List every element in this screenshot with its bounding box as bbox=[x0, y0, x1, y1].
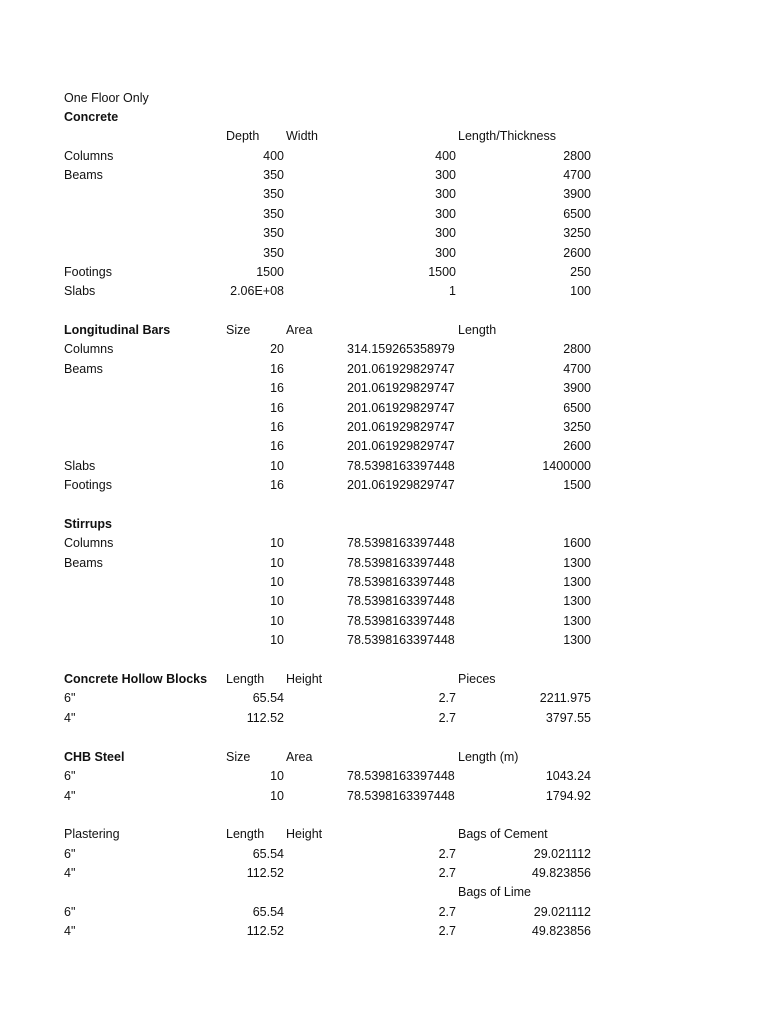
cell-value: 350 bbox=[263, 207, 284, 221]
table-row bbox=[0, 845, 768, 864]
cell-value: 16 bbox=[270, 439, 284, 453]
cell-value: 3900 bbox=[563, 381, 591, 395]
table-row bbox=[0, 534, 768, 553]
column-header: Height bbox=[286, 827, 323, 841]
cell-value: 78.5398163397448 bbox=[347, 633, 455, 647]
cell-value: 49.823856 bbox=[531, 866, 591, 880]
table-row bbox=[0, 612, 768, 631]
cell-value: 2211.975 bbox=[539, 691, 591, 705]
plastering-header-row bbox=[0, 825, 768, 844]
cell-value: 300 bbox=[435, 207, 456, 221]
section-heading: Concrete Hollow Blocks bbox=[64, 672, 208, 686]
cell-value: 10 bbox=[270, 614, 284, 628]
cell-value: 1300 bbox=[563, 614, 591, 628]
cell-value: 201.061929829747 bbox=[347, 420, 455, 434]
table-row bbox=[0, 147, 768, 166]
cell-value: 78.5398163397448 bbox=[347, 789, 455, 803]
cell-value: 20 bbox=[270, 342, 284, 356]
cell-value: 2.7 bbox=[438, 847, 456, 861]
row-label: Footings bbox=[64, 265, 112, 279]
cell-value: 3250 bbox=[563, 420, 591, 434]
table-row bbox=[0, 166, 768, 185]
cell-value: 1300 bbox=[563, 594, 591, 608]
cell-value: 300 bbox=[435, 187, 456, 201]
cell-value: 78.5398163397448 bbox=[347, 556, 455, 570]
table-row bbox=[0, 631, 768, 650]
cell-value: 350 bbox=[263, 246, 284, 260]
cell-value: 201.061929829747 bbox=[347, 362, 455, 376]
cell-value: 1500 bbox=[428, 265, 456, 279]
cell-value: 78.5398163397448 bbox=[347, 575, 455, 589]
cell-value: 2800 bbox=[563, 149, 591, 163]
row-label: Columns bbox=[64, 342, 114, 356]
cell-value: 10 bbox=[270, 769, 284, 783]
cell-value: 10 bbox=[270, 575, 284, 589]
cell-value: 3250 bbox=[563, 226, 591, 240]
cell-value: 300 bbox=[435, 226, 456, 240]
section-heading: Plastering bbox=[64, 827, 120, 841]
cell-value: 29.021112 bbox=[533, 905, 591, 919]
section-heading: CHB Steel bbox=[64, 750, 125, 764]
table-row bbox=[0, 903, 768, 922]
column-header: Size bbox=[226, 323, 251, 337]
row-label: 4" bbox=[64, 866, 76, 880]
cell-value: 10 bbox=[270, 789, 284, 803]
row-label: Beams bbox=[64, 168, 103, 182]
table-row bbox=[0, 787, 768, 806]
table-row bbox=[0, 282, 768, 301]
table-row bbox=[0, 922, 768, 941]
title-row bbox=[0, 89, 768, 108]
cell-value: 1794.92 bbox=[545, 789, 591, 803]
cell-value: 400 bbox=[435, 149, 456, 163]
cell-value: 314.159265358979 bbox=[347, 342, 455, 356]
column-header: Area bbox=[286, 323, 313, 337]
section-heading: Longitudinal Bars bbox=[64, 323, 171, 337]
row-label: Beams bbox=[64, 556, 103, 570]
table-row bbox=[0, 244, 768, 263]
column-header: Pieces bbox=[458, 672, 496, 686]
section-heading: Stirrups bbox=[64, 517, 112, 531]
cell-value: 350 bbox=[263, 226, 284, 240]
cell-value: 10 bbox=[270, 633, 284, 647]
stirrups-heading-row bbox=[0, 515, 768, 534]
table-row bbox=[0, 767, 768, 786]
cell-value: 112.52 bbox=[246, 711, 284, 725]
cell-value: 2.7 bbox=[438, 866, 456, 880]
column-header: Bags of Cement bbox=[458, 827, 548, 841]
table-row bbox=[0, 689, 768, 708]
cell-value: 10 bbox=[270, 594, 284, 608]
table-row bbox=[0, 418, 768, 437]
column-header: Bags of Lime bbox=[458, 885, 531, 899]
lime-header-row bbox=[0, 883, 768, 902]
table-row bbox=[0, 205, 768, 224]
cell-value: 201.061929829747 bbox=[347, 401, 455, 415]
cell-value: 350 bbox=[263, 187, 284, 201]
cell-value: 1300 bbox=[563, 575, 591, 589]
cell-value: 16 bbox=[270, 478, 284, 492]
cell-value: 2.06E+08 bbox=[230, 284, 284, 298]
row-label: Slabs bbox=[64, 459, 96, 473]
column-header: Area bbox=[286, 750, 313, 764]
cell-value: 29.021112 bbox=[533, 847, 591, 861]
row-label: Slabs bbox=[64, 284, 96, 298]
table-row bbox=[0, 437, 768, 456]
column-header: Length bbox=[226, 672, 265, 686]
table-row bbox=[0, 340, 768, 359]
cell-value: 2.7 bbox=[438, 691, 456, 705]
cell-value: 1300 bbox=[563, 633, 591, 647]
table-row bbox=[0, 185, 768, 204]
longitudinal-header-row bbox=[0, 321, 768, 340]
cell-value: 1043.24 bbox=[545, 769, 591, 783]
cell-value: 16 bbox=[270, 401, 284, 415]
row-label: 4" bbox=[64, 711, 76, 725]
cell-value: 4700 bbox=[563, 168, 591, 182]
page-title: One Floor Only bbox=[64, 91, 149, 105]
cell-value: 112.52 bbox=[246, 866, 284, 880]
table-row bbox=[0, 224, 768, 243]
row-label: 6" bbox=[64, 769, 76, 783]
cell-value: 1 bbox=[449, 284, 456, 298]
cell-value: 6500 bbox=[563, 207, 591, 221]
concrete-heading-row bbox=[0, 108, 768, 127]
column-header: Length/Thickness bbox=[458, 129, 556, 143]
cell-value: 2.7 bbox=[438, 924, 456, 938]
cell-value: 65.54 bbox=[252, 847, 284, 861]
row-label: Beams bbox=[64, 362, 103, 376]
cell-value: 2.7 bbox=[438, 905, 456, 919]
cell-value: 3797.55 bbox=[545, 711, 591, 725]
table-row bbox=[0, 263, 768, 282]
cell-value: 300 bbox=[435, 168, 456, 182]
cell-value: 100 bbox=[570, 284, 591, 298]
table-row bbox=[0, 360, 768, 379]
row-label: Columns bbox=[64, 536, 114, 550]
cell-value: 400 bbox=[263, 149, 284, 163]
table-row bbox=[0, 399, 768, 418]
cell-value: 112.52 bbox=[246, 924, 284, 938]
table-row bbox=[0, 476, 768, 495]
cell-value: 78.5398163397448 bbox=[347, 614, 455, 628]
row-label: 6" bbox=[64, 905, 76, 919]
cell-value: 78.5398163397448 bbox=[347, 459, 455, 473]
cell-value: 201.061929829747 bbox=[347, 478, 455, 492]
cell-value: 16 bbox=[270, 381, 284, 395]
cell-value: 1400000 bbox=[542, 459, 591, 473]
table-row bbox=[0, 573, 768, 592]
cell-value: 65.54 bbox=[252, 905, 284, 919]
cell-value: 1300 bbox=[563, 556, 591, 570]
section-heading: Concrete bbox=[64, 110, 119, 124]
cell-value: 16 bbox=[270, 420, 284, 434]
cell-value: 78.5398163397448 bbox=[347, 536, 455, 550]
cell-value: 10 bbox=[270, 536, 284, 550]
table-row bbox=[0, 379, 768, 398]
cell-value: 10 bbox=[270, 556, 284, 570]
column-header: Length bbox=[458, 323, 497, 337]
column-header: Length (m) bbox=[458, 750, 519, 764]
cell-value: 65.54 bbox=[252, 691, 284, 705]
cell-value: 16 bbox=[270, 362, 284, 376]
concrete-header-row bbox=[0, 127, 768, 146]
cell-value: 201.061929829747 bbox=[347, 439, 455, 453]
column-header: Height bbox=[286, 672, 323, 686]
table-row bbox=[0, 457, 768, 476]
column-header: Size bbox=[226, 750, 251, 764]
cell-value: 201.061929829747 bbox=[347, 381, 455, 395]
cell-value: 2800 bbox=[563, 342, 591, 356]
row-label: 6" bbox=[64, 847, 76, 861]
cell-value: 78.5398163397448 bbox=[347, 769, 455, 783]
row-label: 4" bbox=[64, 924, 76, 938]
row-label: 6" bbox=[64, 691, 76, 705]
cell-value: 2600 bbox=[563, 439, 591, 453]
column-header: Width bbox=[286, 129, 318, 143]
table-row bbox=[0, 709, 768, 728]
cell-value: 1500 bbox=[563, 478, 591, 492]
table-row bbox=[0, 864, 768, 883]
chb-header-row bbox=[0, 670, 768, 689]
cell-value: 10 bbox=[270, 459, 284, 473]
cell-value: 3900 bbox=[563, 187, 591, 201]
row-label: Footings bbox=[64, 478, 112, 492]
cell-value: 4700 bbox=[563, 362, 591, 376]
cell-value: 300 bbox=[435, 246, 456, 260]
table-row bbox=[0, 592, 768, 611]
table-row bbox=[0, 554, 768, 573]
cell-value: 1500 bbox=[256, 265, 284, 279]
row-label: Columns bbox=[64, 149, 114, 163]
cell-value: 1600 bbox=[563, 536, 591, 550]
cell-value: 2.7 bbox=[438, 711, 456, 725]
cell-value: 78.5398163397448 bbox=[347, 594, 455, 608]
column-header: Depth bbox=[226, 129, 260, 143]
cell-value: 350 bbox=[263, 168, 284, 182]
cell-value: 6500 bbox=[563, 401, 591, 415]
chb-steel-header-row bbox=[0, 748, 768, 767]
cell-value: 250 bbox=[570, 265, 591, 279]
cell-value: 2600 bbox=[563, 246, 591, 260]
cell-value: 49.823856 bbox=[531, 924, 591, 938]
row-label: 4" bbox=[64, 789, 76, 803]
column-header: Length bbox=[226, 827, 265, 841]
